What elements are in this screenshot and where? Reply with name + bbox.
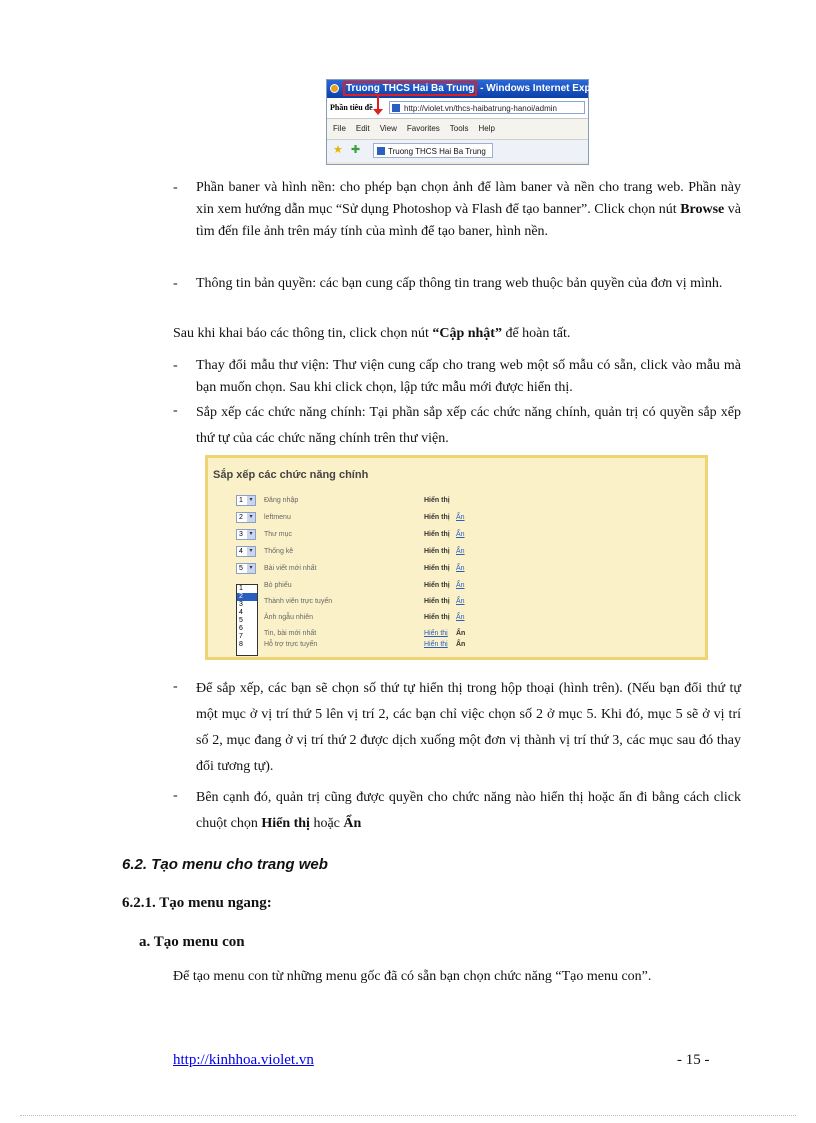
hide-option[interactable]: Ẩn bbox=[456, 614, 465, 621]
section-heading: 6.2. Tạo menu cho trang web bbox=[122, 856, 328, 873]
ie-logo-icon bbox=[330, 84, 339, 93]
sort-row bbox=[236, 562, 676, 576]
function-name: Bài viết mới nhất bbox=[264, 565, 317, 572]
show-option: Hiển thị bbox=[424, 582, 450, 589]
dropdown-option[interactable]: 2 bbox=[237, 593, 257, 601]
sort-row bbox=[236, 638, 676, 652]
sort-row bbox=[236, 595, 676, 609]
chevron-down-icon: ▾ bbox=[247, 530, 255, 539]
order-select-value: 1 bbox=[239, 497, 243, 504]
page-number: - 15 - bbox=[677, 1052, 710, 1068]
order-select[interactable] bbox=[236, 546, 256, 557]
show-option: Hiển thị bbox=[424, 514, 450, 521]
sort-row bbox=[236, 528, 676, 542]
ie-title-bar bbox=[327, 80, 613, 98]
order-select[interactable] bbox=[236, 529, 256, 540]
paragraph-sort: Sắp xếp các chức năng chính: Tại phần sắp xếp các chức năng chính, quản trị có quyền sắp xếp thứ tự của các chức năng chính trên thư viện. bbox=[196, 405, 741, 446]
paragraph-copyright: Thông tin bản quyền: các bạn cung cấp thông tin trang web thuộc bản quyền của đơn vị mình. bbox=[196, 276, 723, 291]
function-name: Đăng nhập bbox=[264, 497, 299, 504]
dropdown-option[interactable]: 1 bbox=[239, 585, 243, 592]
sort-panel-title: Sắp xếp các chức năng chính bbox=[213, 469, 369, 481]
order-select-value: 2 bbox=[239, 514, 243, 521]
dropdown-option[interactable]: 6 bbox=[239, 625, 243, 632]
footer-divider bbox=[20, 1115, 796, 1116]
order-dropdown-list[interactable] bbox=[236, 584, 258, 656]
paragraph-visibility: Bên cạnh đó, quản trị cũng được quyền cho chức năng nào hiển thị hoặc ẩn đi bằng cách click chuột chọn Hiển thị hoặc Ẩn bbox=[196, 790, 741, 831]
function-name: Thống kê bbox=[264, 548, 294, 555]
order-select[interactable] bbox=[236, 563, 256, 574]
ie-address-bar bbox=[327, 98, 588, 119]
function-name: Hỗ trợ trực tuyến bbox=[264, 641, 318, 648]
order-select-value: 4 bbox=[239, 548, 243, 555]
hide-option[interactable]: Ẩn bbox=[456, 531, 465, 538]
footer-link[interactable]: http://kinhhoa.violet.vn bbox=[173, 1052, 314, 1068]
ie-title-suffix: - Windows Internet Explorer bbox=[477, 83, 613, 94]
dropdown-option[interactable]: 7 bbox=[239, 633, 243, 640]
sort-row bbox=[236, 494, 676, 508]
hide-option[interactable]: Ẩn bbox=[456, 598, 465, 605]
bullet-mark: - bbox=[173, 403, 178, 418]
show-option[interactable]: Hiển thị bbox=[424, 641, 448, 648]
order-select-value: 5 bbox=[239, 565, 243, 572]
chevron-down-icon: ▾ bbox=[247, 564, 255, 573]
chevron-down-icon: ▾ bbox=[247, 496, 255, 505]
bullet-mark: - bbox=[173, 276, 178, 291]
ie-menu-view: View bbox=[379, 124, 397, 133]
sort-functions-panel bbox=[205, 455, 708, 660]
function-name: Ảnh ngẫu nhiên bbox=[264, 614, 314, 621]
ie-menu-edit: Edit bbox=[355, 124, 370, 133]
hide-option[interactable]: Ẩn bbox=[456, 514, 465, 521]
sort-row bbox=[236, 579, 676, 593]
ie-window-screenshot bbox=[326, 79, 613, 165]
chevron-down-icon: ▾ bbox=[247, 513, 255, 522]
ie-menu-tools: Tools bbox=[449, 124, 469, 133]
order-select[interactable] bbox=[236, 495, 256, 506]
paragraph-sort-explain: Để sắp xếp, các bạn sẽ chọn số thứ tự hiển thị trong hộp thoại (hình trên). (Nếu bạn đổi thứ tự một mục ở vị trí thứ 5 lên vị trí 2, các bạn chỉ việc chọn số 2 ở mục 5. Khi đó, mục 5 sẽ ở vị trí số 2, mục đang ở vị trí thứ 2 được dịch xuống một đơn vị thành vị trí thứ 3, các mục sau đó thay đổi tương tự). bbox=[196, 681, 741, 774]
show-option: Hiển thị bbox=[424, 598, 450, 605]
ie-menu-file: File bbox=[333, 124, 346, 133]
sort-row bbox=[236, 511, 676, 525]
ie-tab-label: Truong THCS Hai Ba Trung bbox=[388, 147, 486, 156]
dropdown-option[interactable]: 4 bbox=[239, 609, 243, 616]
sort-row bbox=[236, 545, 676, 559]
dropdown-option[interactable]: 5 bbox=[239, 617, 243, 624]
hide-option: Ẩn bbox=[456, 641, 466, 648]
function-name: Bỏ phiếu bbox=[264, 582, 292, 589]
hide-option[interactable]: Ẩn bbox=[456, 582, 465, 589]
paragraph-submenu: Để tạo menu con từ những menu gốc đã có sẵn bạn chọn chức năng “Tạo menu con”. bbox=[173, 969, 652, 984]
paragraph-template: Thay đổi mẫu thư viện: Thư viện cung cấp cho trang web một số mẫu có sẵn, click vào mẫu mà bạn muốn chọn. Sau khi click chọn, lập tức mẫu mới được hiển thị. bbox=[196, 358, 741, 395]
show-option: Hiển thị bbox=[424, 565, 450, 572]
ie-menu-favorites: Favorites bbox=[406, 124, 440, 133]
function-name: Tin, bài mới nhất bbox=[264, 630, 317, 637]
ie-menu-help: Help bbox=[478, 124, 495, 133]
show-option: Hiển thị bbox=[424, 531, 450, 538]
title-callout: Phần tiêu đề bbox=[330, 103, 373, 112]
function-name: Thành viên trực tuyến bbox=[264, 598, 333, 605]
show-option[interactable]: Hiển thị bbox=[424, 630, 448, 637]
sort-row bbox=[236, 611, 676, 625]
bullet-mark: - bbox=[173, 788, 178, 803]
chevron-down-icon: ▾ bbox=[247, 547, 255, 556]
hide-option: Ẩn bbox=[456, 630, 466, 637]
show-option: Hiển thị bbox=[424, 497, 450, 504]
order-select-value: 3 bbox=[239, 531, 243, 538]
favicon-icon bbox=[392, 104, 400, 112]
ie-tab-bar bbox=[327, 140, 588, 162]
dropdown-option[interactable]: 8 bbox=[239, 641, 243, 648]
bullet-mark: - bbox=[173, 180, 178, 195]
show-option: Hiển thị bbox=[424, 614, 450, 621]
order-select[interactable] bbox=[236, 512, 256, 523]
paragraph-banner: Phần baner và hình nền: cho phép bạn chọn ảnh để làm baner và nền cho trang web. Phần này xin xem hướng dẫn mục “Sử dụng Photoshop và Flash để tạo banner”. Click chọn nút Browse và tìm đến file ảnh trên máy tính của mình để tạo baner, hình nền. bbox=[196, 180, 741, 239]
function-name: Thư mục bbox=[264, 531, 293, 538]
favorites-star-icon: ★ bbox=[333, 144, 343, 156]
function-name: leftmenu bbox=[264, 514, 291, 521]
ie-menu-bar bbox=[327, 119, 588, 140]
subsection-heading: 6.2.1. Tạo menu ngang: bbox=[122, 895, 272, 911]
bullet-mark: - bbox=[173, 679, 178, 694]
dropdown-option[interactable]: 3 bbox=[239, 601, 243, 608]
ie-tab bbox=[373, 143, 493, 158]
bullet-mark: - bbox=[173, 358, 178, 373]
hide-option[interactable]: Ẩn bbox=[456, 548, 465, 555]
callout-arrow-icon bbox=[377, 95, 379, 109]
ie-url-text: http://violet.vn/thcs-haibatrung-hanoi/admin bbox=[404, 104, 557, 113]
add-favorite-icon: ✚ bbox=[351, 144, 361, 156]
ie-title-highlight: Truong THCS Hai Ba Trung bbox=[343, 81, 477, 96]
item-heading: a. Tạo menu con bbox=[139, 934, 245, 950]
ie-url-field bbox=[389, 101, 585, 114]
tab-favicon-icon bbox=[377, 147, 385, 155]
show-option: Hiển thị bbox=[424, 548, 450, 555]
paragraph-update-note: Sau khi khai báo các thông tin, click chọn nút “Cập nhật” để hoàn tất. bbox=[173, 326, 571, 341]
hide-option[interactable]: Ẩn bbox=[456, 565, 465, 572]
